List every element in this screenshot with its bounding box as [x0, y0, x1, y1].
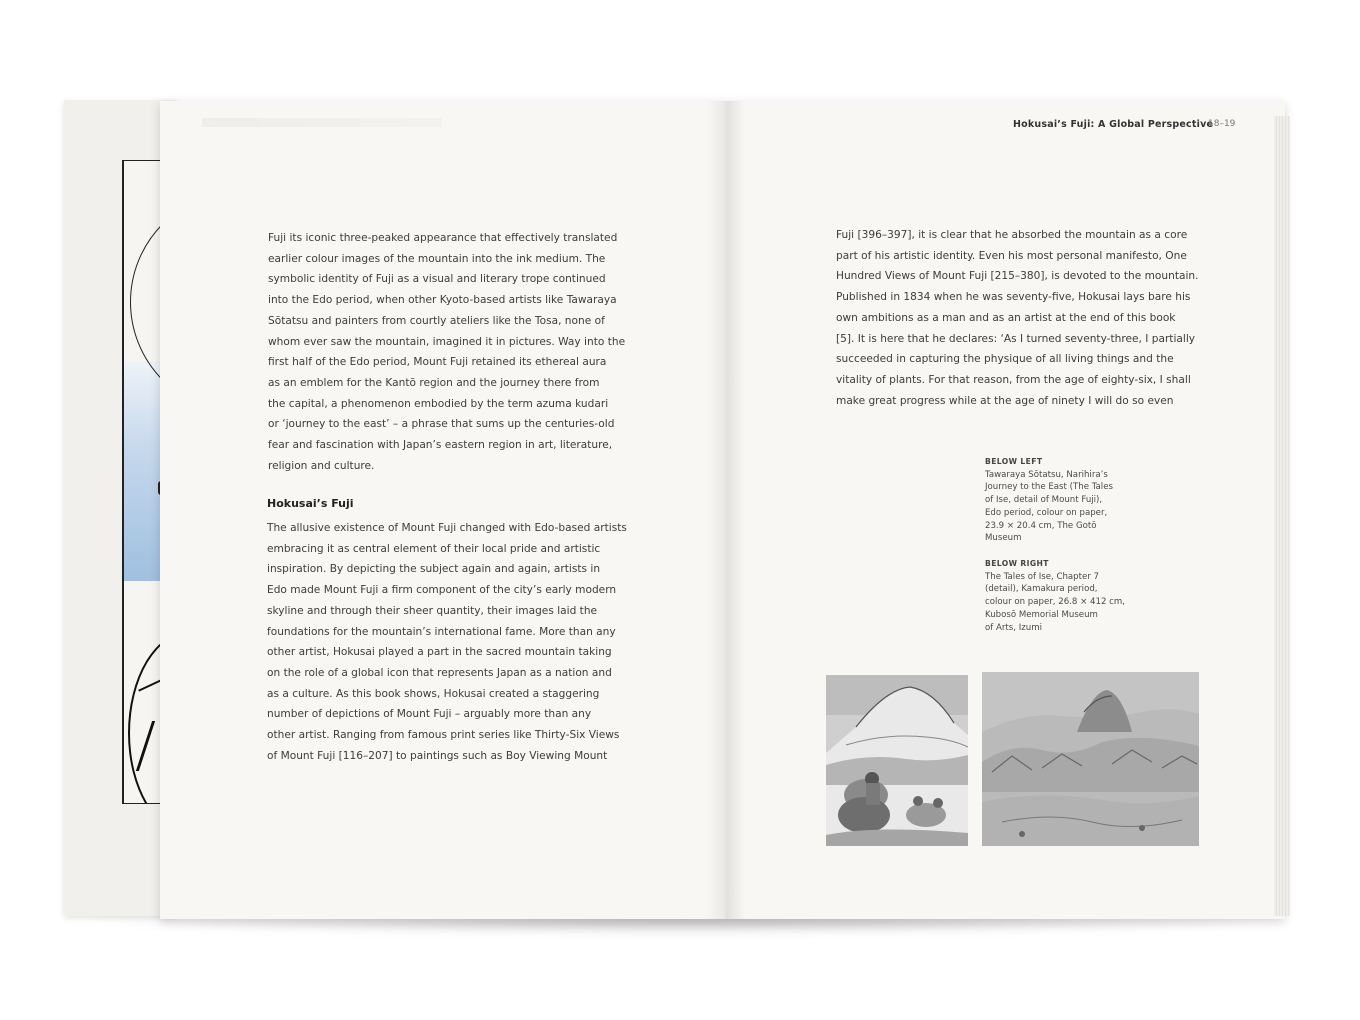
section-subheading: Hokusai’s Fuji — [267, 497, 354, 510]
caption-below-right: BELOW RIGHT The Tales of Ise, Chapter 7 (detail), Kamakura period, colour on paper, 26.8 × 412 cm, Kubosō Memorial Museum of Arts, Izumi — [985, 559, 1125, 633]
book-gutter — [705, 101, 745, 919]
page-stack-edge — [1274, 116, 1290, 916]
running-header-title: Hokusai’s Fuji: A Global Perspective — [1013, 119, 1214, 130]
left-page-paragraph-1: Fuji its iconic three-peaked appearance that effectively translated earlier colour images of the mountain into the ink medium. The symbolic identity of Fuji as a visual and literary trope continued into the Edo period, when other Kyoto-based artists like Tawaraya Sōtatsu and painters from courtly ateliers like the Tosa, none of whom ever saw the mountain, imagined it in pictures. Way into the first half of the Edo period, Mount Fuji retained its ethereal aura as an emblem for the Kantō region and the journey there from the capital, a phenomenon embodied by the term azuma kudari or ‘journey to the east’ – a phrase that sums up the centuries-old fear and fascination with Japan’s eastern region in art, literature, religion and culture. — [268, 232, 626, 472]
caption-below-left: BELOW LEFT Tawaraya Sōtatsu, Narihira’s Journey to the East (The Tales of Ise, detail of Mount Fuji), Edo period, colour on paper, 23.9 × 20.4 cm, The Gotō Museum — [985, 457, 1113, 544]
tales-of-ise-landscape-painting — [982, 672, 1199, 846]
page-numbers: 18–19 — [1208, 119, 1236, 129]
mount-fuji-travellers-painting — [826, 675, 968, 846]
left-page-paragraph-2: The allusive existence of Mount Fuji changed with Edo-based artists embracing it as central element of their local pride and artistic inspiration. By depicting the subject again and again, artists in Edo made Mount Fuji a firm component of the city’s early modern skyline and through their sheer quantity, their images laid the foundations for the mountain’s international fame. More than any other artist, Hokusai played a part in the sacred mountain taking on the role of a global icon that represents Japan as a nation and as a culture. As this book shows, Hokusai created a staggering number of depictions of Mount Fuji – arguably more than any other artist. Ranging from famous print series like Thirty-Six Views of Mount Fuji [116–207] to paintings such as Boy Viewing Mount — [267, 522, 627, 762]
show-through-header — [202, 118, 442, 127]
right-page-paragraph: Fuji [396–397], it is clear that he absorbed the mountain as a core part of his artistic identity. Even his most personal manifesto, One Hundred Views of Mount Fuji [215–380], is devoted to the mountain. Published in 1834 when he was seventy-five, Hokusai lays bare his own ambitions as a man and as an artist at the end of this book [5]. It is here that he declares: ‘As I turned seventy-three, I partially succeeded in capturing the physique of all living things and the vitality of plants. For that reason, from the age of eighty-six, I shall make great progress while at the age of ninety I will do so even — [836, 229, 1199, 407]
